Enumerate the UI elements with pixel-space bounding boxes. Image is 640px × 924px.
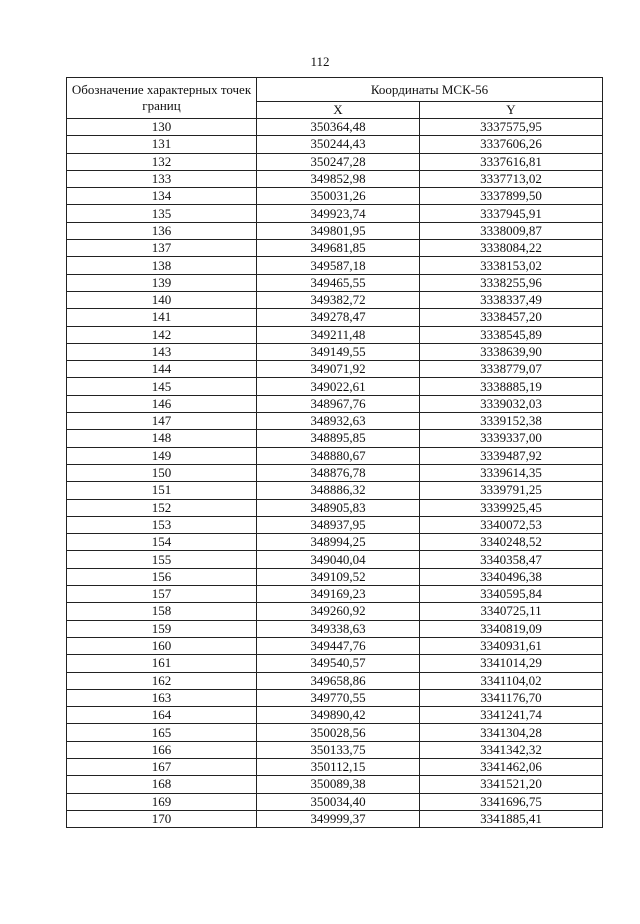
cell-y-coordinate: 3338545,89 [420, 326, 603, 343]
cell-x-coordinate: 350034,40 [257, 793, 420, 810]
cell-y-coordinate: 3339614,35 [420, 464, 603, 481]
cell-point-number: 143 [67, 343, 257, 360]
cell-y-coordinate: 3339791,25 [420, 482, 603, 499]
header-y: Y [420, 102, 603, 119]
cell-y-coordinate: 3337713,02 [420, 170, 603, 187]
cell-y-coordinate: 3341342,32 [420, 741, 603, 758]
cell-point-number: 167 [67, 758, 257, 775]
cell-x-coordinate: 349770,55 [257, 689, 420, 706]
cell-x-coordinate: 349278,47 [257, 309, 420, 326]
table-row [67, 689, 603, 706]
cell-x-coordinate: 349149,55 [257, 343, 420, 360]
table-row [67, 170, 603, 187]
cell-point-number: 153 [67, 516, 257, 533]
cell-point-number: 156 [67, 568, 257, 585]
table-row [67, 188, 603, 205]
cell-x-coordinate: 349890,42 [257, 707, 420, 724]
cell-point-number: 144 [67, 361, 257, 378]
cell-point-number: 134 [67, 188, 257, 205]
cell-point-number: 139 [67, 274, 257, 291]
cell-x-coordinate: 350133,75 [257, 741, 420, 758]
header-coordinates: Координаты МСК-56 [257, 78, 603, 102]
cell-point-number: 147 [67, 413, 257, 430]
cell-x-coordinate: 350244,43 [257, 136, 420, 153]
cell-x-coordinate: 350247,28 [257, 153, 420, 170]
cell-x-coordinate: 349338,63 [257, 620, 420, 637]
table-row [67, 240, 603, 257]
table-row [67, 586, 603, 603]
table-row [67, 309, 603, 326]
table-row [67, 291, 603, 308]
cell-y-coordinate: 3341104,02 [420, 672, 603, 689]
cell-y-coordinate: 3340595,84 [420, 586, 603, 603]
cell-point-number: 136 [67, 222, 257, 239]
cell-y-coordinate: 3340248,52 [420, 534, 603, 551]
table-row [67, 534, 603, 551]
table-body [67, 119, 603, 828]
table-row [67, 810, 603, 827]
cell-y-coordinate: 3339487,92 [420, 447, 603, 464]
table-row [67, 413, 603, 430]
cell-y-coordinate: 3341241,74 [420, 707, 603, 724]
cell-x-coordinate: 349658,86 [257, 672, 420, 689]
cell-point-number: 137 [67, 240, 257, 257]
cell-y-coordinate: 3339337,00 [420, 430, 603, 447]
cell-y-coordinate: 3338885,19 [420, 378, 603, 395]
table-row [67, 793, 603, 810]
cell-point-number: 159 [67, 620, 257, 637]
cell-point-number: 155 [67, 551, 257, 568]
cell-y-coordinate: 3341696,75 [420, 793, 603, 810]
cell-x-coordinate: 350112,15 [257, 758, 420, 775]
cell-point-number: 149 [67, 447, 257, 464]
cell-point-number: 141 [67, 309, 257, 326]
table-row [67, 724, 603, 741]
table-row [67, 620, 603, 637]
cell-x-coordinate: 348886,32 [257, 482, 420, 499]
cell-point-number: 140 [67, 291, 257, 308]
cell-point-number: 154 [67, 534, 257, 551]
cell-point-number: 151 [67, 482, 257, 499]
table-row [67, 637, 603, 654]
table-row [67, 153, 603, 170]
table-row [67, 655, 603, 672]
cell-point-number: 162 [67, 672, 257, 689]
cell-y-coordinate: 3341304,28 [420, 724, 603, 741]
cell-y-coordinate: 3338084,22 [420, 240, 603, 257]
header-x: X [257, 102, 420, 119]
table-row [67, 326, 603, 343]
cell-point-number: 170 [67, 810, 257, 827]
table-row [67, 395, 603, 412]
cell-x-coordinate: 349382,72 [257, 291, 420, 308]
cell-point-number: 131 [67, 136, 257, 153]
cell-point-number: 145 [67, 378, 257, 395]
table-row [67, 551, 603, 568]
table-row [67, 378, 603, 395]
cell-x-coordinate: 349071,92 [257, 361, 420, 378]
cell-x-coordinate: 348937,95 [257, 516, 420, 533]
page-number: 112 [310, 54, 330, 69]
cell-x-coordinate: 348876,78 [257, 464, 420, 481]
cell-x-coordinate: 348895,85 [257, 430, 420, 447]
cell-x-coordinate: 349681,85 [257, 240, 420, 257]
cell-x-coordinate: 349447,76 [257, 637, 420, 654]
coordinates-table [66, 77, 603, 828]
cell-x-coordinate: 350028,56 [257, 724, 420, 741]
cell-y-coordinate: 3341014,29 [420, 655, 603, 672]
table-row [67, 482, 603, 499]
cell-point-number: 150 [67, 464, 257, 481]
cell-y-coordinate: 3339152,38 [420, 413, 603, 430]
cell-y-coordinate: 3338639,90 [420, 343, 603, 360]
table-row [67, 205, 603, 222]
cell-y-coordinate: 3337616,81 [420, 153, 603, 170]
cell-y-coordinate: 3339925,45 [420, 499, 603, 516]
table-row [67, 499, 603, 516]
cell-x-coordinate: 349587,18 [257, 257, 420, 274]
cell-y-coordinate: 3338337,49 [420, 291, 603, 308]
cell-x-coordinate: 348905,83 [257, 499, 420, 516]
cell-x-coordinate: 349260,92 [257, 603, 420, 620]
cell-y-coordinate: 3340072,53 [420, 516, 603, 533]
cell-x-coordinate: 349040,04 [257, 551, 420, 568]
table-row [67, 568, 603, 585]
cell-x-coordinate: 349022,61 [257, 378, 420, 395]
cell-point-number: 160 [67, 637, 257, 654]
cell-point-number: 166 [67, 741, 257, 758]
cell-x-coordinate: 349801,95 [257, 222, 420, 239]
cell-x-coordinate: 348932,63 [257, 413, 420, 430]
table-row [67, 672, 603, 689]
cell-point-number: 135 [67, 205, 257, 222]
cell-y-coordinate: 3339032,03 [420, 395, 603, 412]
table-row [67, 222, 603, 239]
table-row [67, 776, 603, 793]
cell-y-coordinate: 3338153,02 [420, 257, 603, 274]
cell-point-number: 169 [67, 793, 257, 810]
cell-y-coordinate: 3337899,50 [420, 188, 603, 205]
cell-point-number: 132 [67, 153, 257, 170]
cell-point-number: 157 [67, 586, 257, 603]
table-row [67, 274, 603, 291]
cell-point-number: 130 [67, 119, 257, 136]
cell-y-coordinate: 3341176,70 [420, 689, 603, 706]
cell-x-coordinate: 349109,52 [257, 568, 420, 585]
cell-x-coordinate: 350031,26 [257, 188, 420, 205]
cell-point-number: 163 [67, 689, 257, 706]
cell-point-number: 133 [67, 170, 257, 187]
cell-point-number: 138 [67, 257, 257, 274]
cell-point-number: 142 [67, 326, 257, 343]
cell-point-number: 161 [67, 655, 257, 672]
cell-y-coordinate: 3341885,41 [420, 810, 603, 827]
cell-x-coordinate: 350089,38 [257, 776, 420, 793]
table-row [67, 430, 603, 447]
cell-y-coordinate: 3341462,06 [420, 758, 603, 775]
cell-y-coordinate: 3337945,91 [420, 205, 603, 222]
table-row [67, 741, 603, 758]
cell-y-coordinate: 3341521,20 [420, 776, 603, 793]
table-header [67, 78, 603, 119]
cell-x-coordinate: 350364,48 [257, 119, 420, 136]
cell-x-coordinate: 349852,98 [257, 170, 420, 187]
table-row [67, 464, 603, 481]
cell-y-coordinate: 3338255,96 [420, 274, 603, 291]
cell-x-coordinate: 349211,48 [257, 326, 420, 343]
table-row [67, 447, 603, 464]
cell-point-number: 165 [67, 724, 257, 741]
cell-point-number: 158 [67, 603, 257, 620]
cell-x-coordinate: 349169,23 [257, 586, 420, 603]
cell-y-coordinate: 3340496,38 [420, 568, 603, 585]
table-row [67, 707, 603, 724]
cell-x-coordinate: 349540,57 [257, 655, 420, 672]
cell-point-number: 168 [67, 776, 257, 793]
cell-y-coordinate: 3340358,47 [420, 551, 603, 568]
cell-y-coordinate: 3340931,61 [420, 637, 603, 654]
cell-x-coordinate: 349999,37 [257, 810, 420, 827]
table-row [67, 516, 603, 533]
table-row [67, 361, 603, 378]
table-row [67, 603, 603, 620]
table-row [67, 343, 603, 360]
cell-y-coordinate: 3340725,11 [420, 603, 603, 620]
table-row [67, 136, 603, 153]
cell-y-coordinate: 3338457,20 [420, 309, 603, 326]
cell-point-number: 164 [67, 707, 257, 724]
cell-x-coordinate: 349923,74 [257, 205, 420, 222]
cell-y-coordinate: 3340819,09 [420, 620, 603, 637]
table-row [67, 758, 603, 775]
cell-y-coordinate: 3338009,87 [420, 222, 603, 239]
cell-x-coordinate: 349465,55 [257, 274, 420, 291]
cell-y-coordinate: 3337575,95 [420, 119, 603, 136]
cell-x-coordinate: 348967,76 [257, 395, 420, 412]
cell-y-coordinate: 3338779,07 [420, 361, 603, 378]
cell-point-number: 152 [67, 499, 257, 516]
cell-x-coordinate: 348994,25 [257, 534, 420, 551]
cell-point-number: 148 [67, 430, 257, 447]
header-point-designation: Обозначение характерных точек границ [67, 78, 257, 119]
table-row [67, 119, 603, 136]
cell-x-coordinate: 348880,67 [257, 447, 420, 464]
cell-point-number: 146 [67, 395, 257, 412]
table-row [67, 257, 603, 274]
cell-y-coordinate: 3337606,26 [420, 136, 603, 153]
